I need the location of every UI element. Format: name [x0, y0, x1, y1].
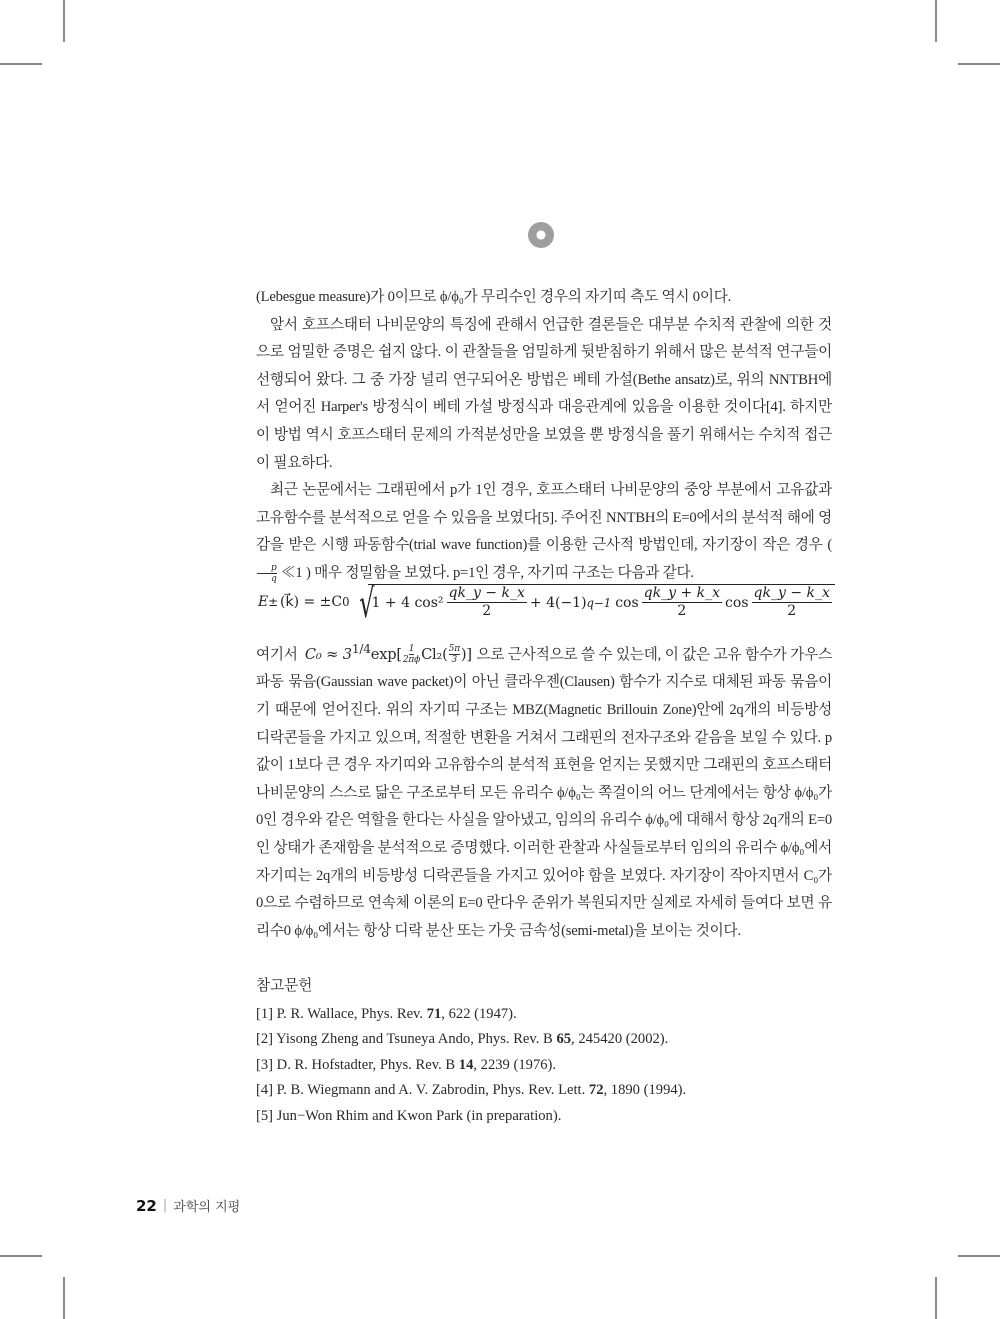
paragraph-1: (Lebesgue measure)가 0이므로 ϕ/ϕ₀가 무리수인 경우의 자기띠 측도 역시 0이다. [256, 289, 732, 305]
paragraph-4-text: 으로 근사적으로 쓸 수 있는데, 이 값은 고유 함수가 가우스 파동 묶음(Gaussian wave packet)이 아닌 클라우젠(Clausen) 함수가 지수로 대체된 파동 묶음이기 때문에 얻어진다. 위의 자기띠 구조는 MBZ(Magnetic Brillouin Zone)안에 2q개의 비등방성 디락콘들을 가지고 있으며, 적절한 변환을 거쳐서 그래핀의 전자구조와 같음을 보일 수 있다. p값이 1보다 큰 경우 자기띠와 고유함수의 분석적 표현을 얻지는 못했지만 그래핀의 호프스태터 나비문양의 스스로 닮은 구조로부터 모든 유리수 ϕ/ϕ₀는 쪽걸이의 어느 단계에서는 항상 ϕ/ϕ₀가 0인 경우와 같은 역할을 한다는 사실을 알아냈고, 임의의 유리수 ϕ/ϕ₀에 대해서 항상 2q개의 E=0인 상태가 존재함을 분석적으로 증명했다. 이러한 관찰과 사실들로부터 임의의 유리수 ϕ/ϕ₀에서 자기띠는 2q개의 비등방성 디락콘들을 가지고 있어야 함을 보였다. 자기장이 작아지면서 C₀가 0으로 수렴하므로 연속체 이론의 E=0 란다우 준위가 복원되지만 실제로 자세히 들여다 보면 유리수0 ϕ/ϕ₀에서는 항상 디락 분산 또는 가웃 금속성(semi-metal)을 보이는 것이다. [256, 646, 832, 939]
references-section [256, 974, 816, 1129]
crop-mark-br-h [958, 1255, 1000, 1257]
crop-mark-bl-v [63, 1277, 65, 1319]
crop-mark-bl-h [0, 1255, 42, 1257]
article-body-continued [256, 636, 832, 945]
reference-item: [2] Yisong Zheng and Tsuneya Ando, Phys. Rev. B 65, 245420 (2002). [256, 1031, 669, 1047]
ring-ornament-icon [528, 222, 554, 248]
journal-title: 과학의 지평 [173, 1200, 241, 1215]
square-root: √ 1 + 4 cos² $\frac{qk\_y - k\_x}{2}$ + 4(−1) q−1 cos $\frac{qk\_y + k\_x}{2}$ cos $\frac{qk\_y - k\_x}{2}$ [368, 584, 835, 620]
references-heading: 참고문헌 [256, 978, 313, 994]
paragraph-3 [256, 477, 832, 587]
paragraph-3-tail: 매우 정밀함을 보였다. p=1인 경우, 자기띠 구조는 다음과 같다. [314, 564, 694, 581]
condition-expression: ( $\frac{p}{q}$ ≪1 ) [256, 537, 832, 581]
p-over-q-fraction: $\frac{p}{q}$ [257, 563, 277, 584]
reference-item: [5] Jun−Won Rhim and Kwon Park (in preparation). [256, 1107, 562, 1124]
paragraph-3-text: 최근 논문에서는 그래핀에서 p가 1인 경우, 호프스태터 나비문양의 중앙 부분에서 고유값과 고유함수를 분석적으로 얻을 수 있음을 보였다[5]. 주어진 NNTBH의 E=0에서의 분석적 해에 영감을 받은 시행 파동함수(trial wave function)를 이용한 근사적 방법인데, 자기장이 작은 경우 [256, 482, 832, 554]
paragraph-2: 앞서 호프스태터 나비문양의 특징에 관해서 언급한 결론들은 대부분 수치적 관찰에 의한 것으로 엄밀한 증명은 쉽지 않다. 이 관찰들을 엄밀하게 뒷받침하기 위해서 많은 분석적 연구들이 선행되어 왔다. 그 중 가장 널리 연구되어온 방법은 베테 가설(Bethe ansatz)로, 위의 NNTBH에서 얻어진 Harper's 방정식이 베테 가설 방정식과 대응관계에 있음을 이용한 것이다[4]. 하지만 이 방법 역시 호프스태터 문제의 가적분성만을 보였을 뿐 방정식을 풀기 위해서는 수치적 접근이 필요하다. [256, 316, 832, 471]
c0-expression: $C_0 \approx 3^{1/4}\exp$[ $\frac{1}{2\pi\phi}$ Cl₂( $\frac{5\pi}{3}$ )] [304, 642, 472, 666]
crop-mark-tl-h [0, 63, 42, 65]
crop-mark-tl-v [63, 0, 65, 42]
band-structure-equation: E ± (k⃗) = ±C 0 √ 1 + 4 cos² $\frac{qk\_y - k\_x}{2}$ + 4(−1) q−1 cos $\frac{qk\_y + k\_x}{2}$ cos $\frac{qk\_y - k\_x}{2}$ [258, 574, 835, 630]
article-body [256, 284, 832, 588]
footer-divider: | [162, 1198, 168, 1213]
reference-item: [3] D. R. Hofstadter, Phys. Rev. B 14, 2239 (1976). [256, 1056, 557, 1073]
page-number: 22 [136, 1196, 157, 1215]
crop-mark-tr-h [958, 63, 1000, 65]
reference-item: [4] P. B. Wiegmann and A. V. Zabrodin, Phys. Rev. Lett. 72, 1890 (1994). [256, 1082, 687, 1098]
page-footer [136, 1196, 240, 1215]
crop-mark-br-v [935, 1277, 937, 1319]
reference-item: [1] P. R. Wallace, Phys. Rev. 71, 622 (1947). [256, 1005, 517, 1022]
crop-mark-tr-v [935, 0, 937, 42]
paragraph-4: 여기서 $C_0 \approx 3^{1/4}\exp$[ $\frac{1}{2\pi\phi}$ Cl₂( $\frac{5\pi}{3}$ )] 으로 근사적으로 쓸 수 있는데, 이 값은 고유 함수가 가우스 파동 묶음(Gaussian wave packet)이 아닌 클라우젠(Clausen) 함수가 지수로 대체된 파동 묶음이기 때문에 얻어진다. 위의 자기띠 구조는 MBZ(Magnetic Brillouin Zone)안에 2q개의 비등방성 디락콘들을 가지고 있으며, 적절한 변환을 거쳐서 그래핀의 전자구조와 같음을 보일 수 있다. p값이 1보다 큰 경우 자기띠와 고유함수의 분석적 표현을 얻지는 못했지만 그래핀의 호프스태터 나비문양의 스스로 닮은 구조로부터 모든 유리수 ϕ/ϕ₀는 쪽걸이의 어느 단계에서는 항상 ϕ/ϕ₀가 0인 경우와 같은 역할을 한다는 사실을 알아냈고, 임의의 유리수 ϕ/ϕ₀에 대해서 항상 2q개의 E=0인 상태가 존재함을 분석적으로 증명했다. 이러한 관찰과 사실들로부터 임의의 유리수 ϕ/ϕ₀에서 자기띠는 2q개의 비등방성 디락콘들을 가지고 있어야 함을 보였다. 자기장이 작아지면서 C₀가 0으로 수렴하므로 연속체 이론의 E=0 란다우 준위가 복원되지만 실제로 자세히 들여다 보면 유리수0 ϕ/ϕ₀에서는 항상 디락 분산 또는 가웃 금속성(semi-metal)을 보이는 것이다. [256, 642, 832, 939]
